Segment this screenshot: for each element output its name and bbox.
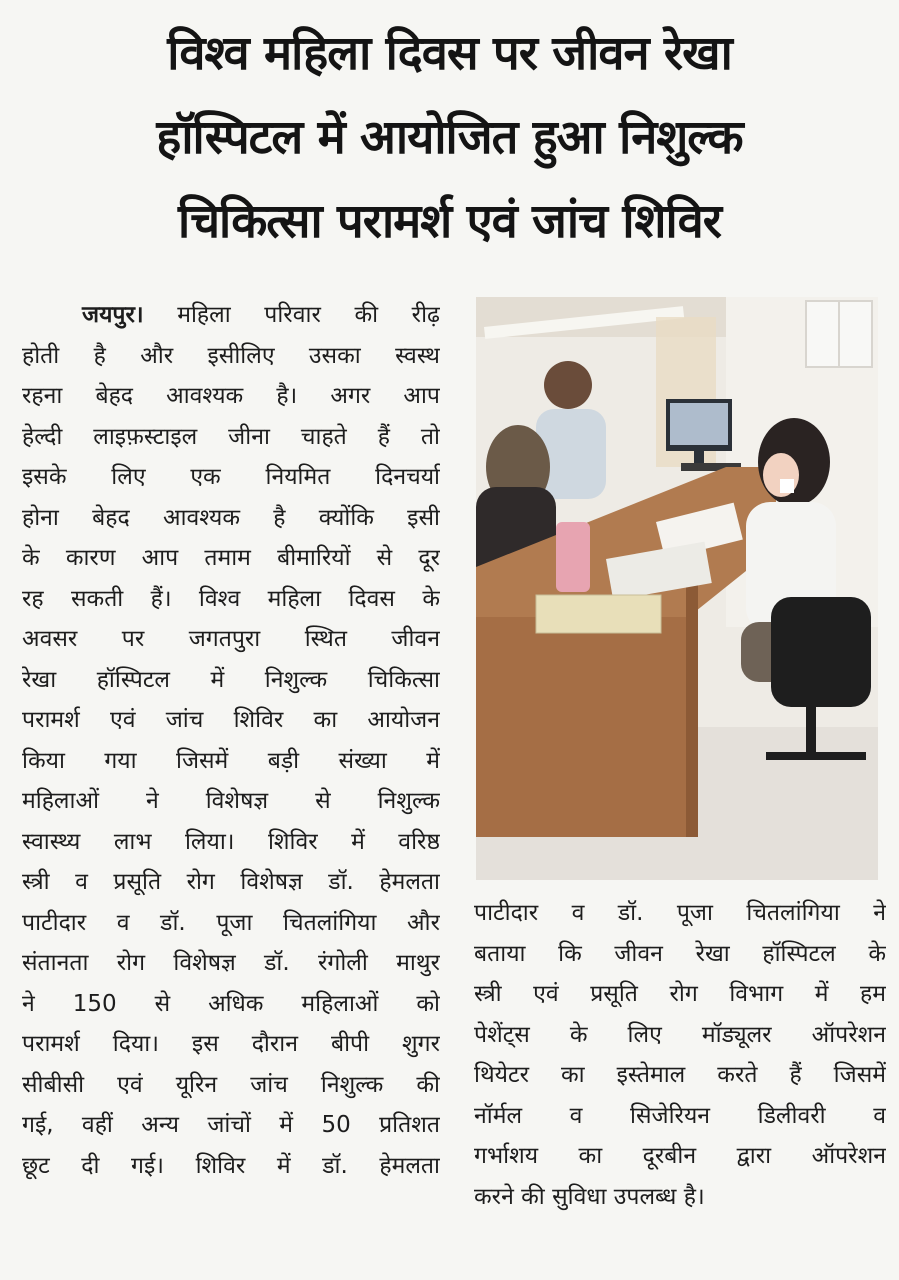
body-line: अवसर पर जगतपुरा स्थित जीवन [22,626,440,652]
body-line: होना बेहद आवश्यक है क्योंकि इसी [22,504,440,531]
body-line: पेशेंट्स के लिए मॉड्यूलर ऑपरेशन [474,1021,886,1048]
headline-line-3: चिकित्सा परामर्श एवं जांच शिविर [178,194,721,249]
hospital-consultation-photo [476,297,878,880]
body-line: परामर्श एवं जांच शिविर का आयोजन [22,707,440,733]
dateline: जयपुर। [82,302,144,328]
article-photo [476,297,878,880]
headline-line-2: हॉस्पिटल में आयोजित हुआ निशुल्क [156,110,743,165]
body-line: सीबीसी एवं यूरिन जांच निशुल्क की [22,1071,440,1098]
body-line: थियेटर का इस्तेमाल करते हैं जिसमें [474,1062,886,1088]
body-line: गई, वहीं अन्य जांचों में 50 प्रतिशत [22,1112,440,1138]
body-line: किया गया जिसमें बड़ी संख्या में [22,747,440,774]
left-column [22,295,440,1186]
body-line: जयपुर। महिला परिवार की रीढ़ [82,302,440,328]
body-line: पाटीदार व डॉ. पूजा चितलांगिया ने [474,900,886,926]
body-line: इसके लिए एक नियमित दिनचर्या [22,464,440,490]
headline-line-1: विश्व महिला दिवस पर जीवन रेखा [167,26,732,81]
body-line: स्त्री व प्रसूति रोग विशेषज्ञ डॉ. हेमलता [22,869,440,895]
body-line: स्वास्थ्य लाभ लिया। शिविर में वरिष्ठ [22,828,440,855]
body-line: छूट दी गई। शिविर में डॉ. हेमलता [22,1152,440,1179]
body-line: रेखा हॉस्पिटल में निशुल्क चिकित्सा [22,666,440,693]
body-line: महिलाओं ने विशेषज्ञ से निशुल्क [22,788,440,814]
body-line: पाटीदार व डॉ. पूजा चितलांगिया और [22,909,440,936]
body-line: रहना बेहद आवश्यक है। अगर आप [22,383,440,409]
body-line: के कारण आप तमाम बीमारियों से दूर [22,545,440,571]
body-line: गर्भाशय का दूरबीन द्वारा ऑपरेशन [474,1143,886,1169]
body-line: बताया कि जीवन रेखा हॉस्पिटल के [474,940,886,967]
body-line: स्त्री एवं प्रसूति रोग विभाग में हम [474,981,886,1007]
body-line: हेल्दी लाइफ़स्टाइल जीना चाहते हैं तो [22,423,440,450]
body-line: नॉर्मल व सिजेरियन डिलीवरी व [474,1102,886,1129]
body-line: ने 150 से अधिक महिलाओं को [22,990,440,1017]
body-line: होती है और इसीलिए उसका स्वस्थ [22,342,440,369]
right-column [474,893,886,1217]
body-line: संतानता रोग विशेषज्ञ डॉ. रंगोली माथुर [22,950,440,976]
body-line: करने की सुविधा उपलब्ध है। [474,1183,705,1210]
body-line: रह सकती हैं। विश्व महिला दिवस के [22,585,440,612]
body-line: परामर्श दिया। इस दौरान बीपी शुगर [22,1031,440,1057]
headline [0,12,899,264]
